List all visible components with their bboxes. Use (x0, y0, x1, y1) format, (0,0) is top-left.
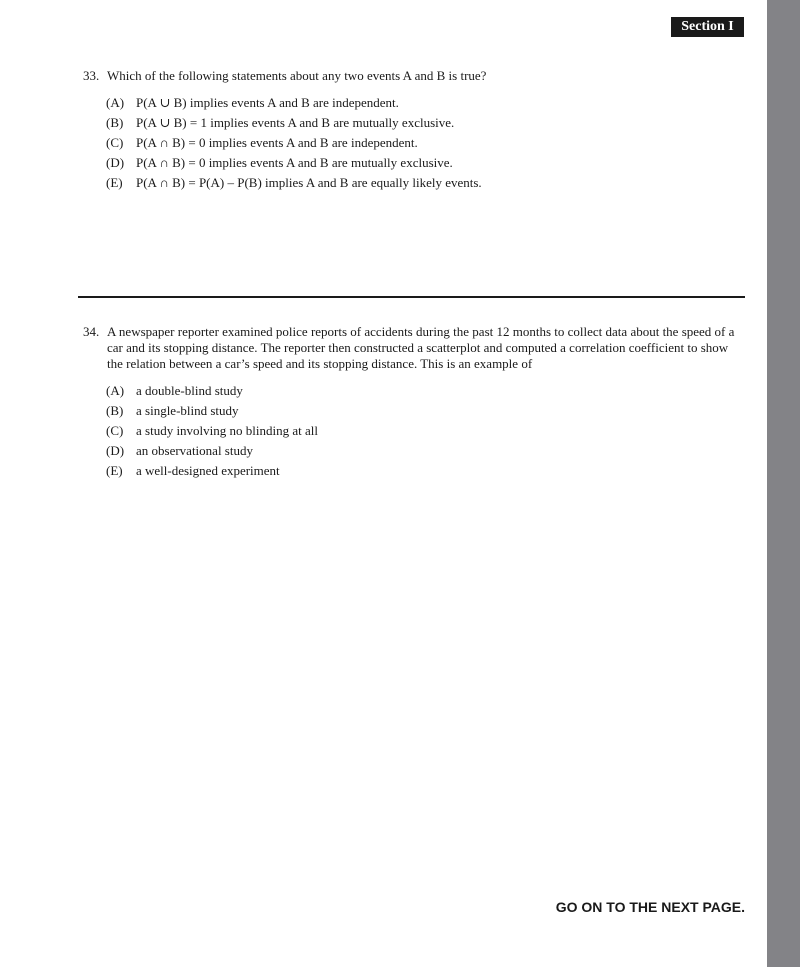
choice-letter: (C) (106, 423, 124, 438)
page-side-bar (767, 0, 800, 967)
answer-choice-d (106, 443, 743, 463)
choice-text: P(A ∩ B) = 0 implies events A and B are independent. (136, 135, 418, 150)
answer-choice-a (106, 95, 743, 115)
question-number: 34. (83, 324, 100, 339)
answer-choice-c (106, 423, 743, 443)
answer-choice-b (106, 403, 743, 423)
question-33 (83, 68, 743, 195)
question-stem (83, 68, 743, 84)
choice-text: P(A ∪ B) = 1 implies events A and B are mutually exclusive. (136, 115, 455, 130)
choice-letter: (D) (106, 155, 125, 170)
answer-choices (83, 95, 743, 195)
choice-text: P(A ∪ B) implies events A and B are independent. (136, 95, 399, 110)
choice-text: P(A ∩ B) = 0 implies events A and B are mutually exclusive. (136, 155, 453, 170)
choice-letter: (A) (106, 383, 125, 398)
answer-choices (83, 383, 743, 483)
question-prompt: Which of the following statements about any two events A and B is true? (107, 68, 487, 83)
question-34 (83, 324, 743, 483)
choice-text: a well-designed experiment (136, 463, 280, 478)
choice-text: a single-blind study (136, 403, 239, 418)
choice-text: P(A ∩ B) = P(A) – P(B) implies A and B are equally likely events. (136, 175, 482, 190)
section-badge: Section I (671, 17, 744, 37)
answer-choice-a (106, 383, 743, 403)
answer-choice-d (106, 155, 743, 175)
choice-letter: (E) (106, 175, 123, 190)
answer-choice-b (106, 115, 743, 135)
choice-letter: (D) (106, 443, 125, 458)
answer-choice-e (106, 463, 743, 483)
choice-letter: (B) (106, 115, 124, 130)
choice-letter: (E) (106, 463, 123, 478)
choice-text: an observational study (136, 443, 253, 458)
answer-choice-c (106, 135, 743, 155)
choice-letter: (B) (106, 403, 124, 418)
question-prompt: A newspaper reporter examined police reports of accidents during the past 12 months to collect data about the speed of a car and its stopping distance. The reporter then constructed a scatterplot and computed a correlation coefficient to show the relation between a car’s speed and its stopping distance. This is an example of (107, 324, 735, 371)
choice-letter: (A) (106, 95, 125, 110)
choice-text: a study involving no blinding at all (136, 423, 318, 438)
choice-text: a double-blind study (136, 383, 243, 398)
answer-choice-e (106, 175, 743, 195)
question-stem (83, 324, 743, 372)
question-divider (78, 296, 745, 298)
question-number: 33. (83, 68, 100, 83)
next-page-notice: GO ON TO THE NEXT PAGE. (555, 899, 745, 915)
choice-letter: (C) (106, 135, 124, 150)
